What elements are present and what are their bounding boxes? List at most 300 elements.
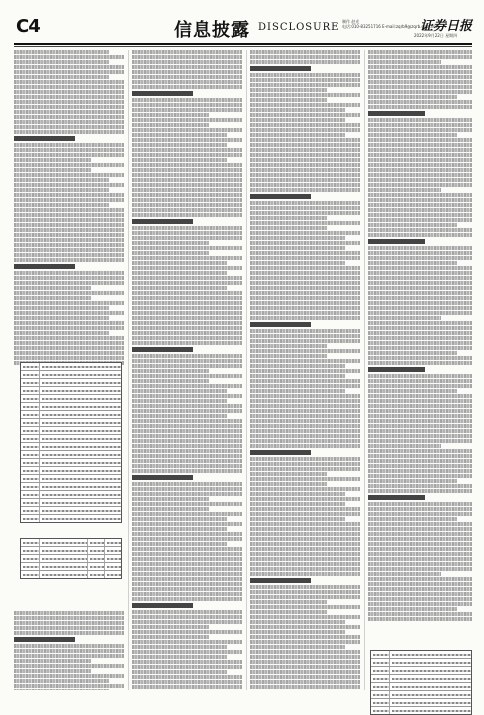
text-line: [14, 100, 124, 104]
text-line: [14, 85, 124, 89]
text-line: [132, 552, 242, 556]
section-heading-line: [368, 495, 425, 500]
text-line: [250, 527, 360, 531]
table-cell: [88, 547, 105, 554]
table-cell: [40, 555, 88, 562]
table-cell: [40, 507, 121, 514]
text-line: [368, 331, 472, 335]
table-cell: [40, 547, 88, 554]
text-line: [132, 231, 242, 235]
text-line: [368, 527, 472, 531]
table-row: [21, 483, 121, 491]
table-cell: [40, 483, 121, 490]
text-line: [250, 685, 360, 689]
newspaper-logo: 证券日报: [420, 19, 473, 34]
table-row: [21, 555, 121, 563]
text-line: [14, 110, 124, 114]
text-line: [14, 258, 124, 262]
section-heading-line: [132, 603, 193, 608]
text-column-2: [132, 50, 242, 690]
table-cell: [40, 403, 121, 410]
text-line: [14, 306, 109, 310]
section-heading-line: [14, 136, 75, 141]
table-cell: [21, 459, 40, 466]
text-line: [250, 246, 345, 250]
text-line: [14, 326, 124, 330]
text-line: [14, 276, 124, 280]
text-line: [368, 306, 472, 310]
text-line: [132, 286, 227, 290]
text-line: [250, 595, 360, 599]
masthead-rule-thin: [14, 46, 472, 47]
table-cell: [371, 707, 390, 714]
text-line: [132, 296, 242, 300]
text-line: [14, 158, 91, 162]
table-cell: [40, 451, 121, 458]
text-line: [250, 108, 345, 112]
table-cell: [390, 651, 471, 658]
table-cell: [21, 563, 40, 570]
text-line: [368, 424, 472, 428]
text-line: [132, 65, 242, 69]
table-cell: [371, 651, 390, 658]
text-line: [132, 55, 242, 59]
text-line: [14, 356, 124, 360]
text-line: [368, 50, 472, 54]
text-line: [368, 617, 472, 621]
text-line: [14, 311, 124, 315]
text-line: [132, 482, 242, 486]
text-line: [132, 439, 242, 443]
text-line: [14, 341, 124, 345]
text-line: [250, 590, 360, 594]
text-line: [132, 464, 242, 468]
text-line: [132, 492, 242, 496]
table-cell: [40, 371, 121, 378]
text-line: [368, 612, 472, 616]
text-line: [368, 414, 472, 418]
text-line: [250, 394, 360, 398]
text-line: [132, 444, 242, 448]
text-line: [132, 261, 227, 265]
text-line: [14, 346, 124, 350]
section-heading-line: [132, 219, 193, 224]
text-line: [14, 173, 124, 177]
text-line: [250, 296, 360, 300]
text-line: [14, 679, 109, 683]
text-line: [250, 206, 360, 210]
table-cell: [21, 435, 40, 442]
text-line: [250, 60, 360, 64]
table-cell: [40, 419, 121, 426]
table-cell: [40, 387, 121, 394]
text-line: [368, 474, 472, 478]
text-line: [368, 276, 472, 280]
text-line: [14, 60, 109, 64]
table-row: [21, 467, 121, 475]
text-line: [250, 316, 360, 320]
text-line: [250, 542, 360, 546]
text-line: [14, 178, 109, 182]
text-line: [368, 183, 472, 187]
column-divider: [246, 50, 247, 690]
text-line: [14, 291, 124, 295]
text-line: [132, 429, 242, 433]
text-line: [132, 497, 209, 501]
text-line: [14, 208, 124, 212]
text-line: [368, 291, 472, 295]
table-row: [21, 475, 121, 483]
table-cell: [88, 563, 105, 570]
text-line: [14, 168, 91, 172]
text-line: [14, 644, 124, 648]
table-row: [21, 395, 121, 403]
text-line: [368, 133, 457, 137]
text-line: [132, 108, 242, 112]
text-line: [368, 80, 472, 84]
text-line: [250, 183, 360, 187]
table-cell: [40, 427, 121, 434]
text-line: [368, 552, 472, 556]
table-row: [21, 379, 121, 387]
text-line: [368, 286, 472, 290]
masthead-rule: [14, 43, 472, 45]
text-line: [250, 201, 360, 205]
text-line: [250, 256, 360, 260]
table-row: [371, 683, 471, 691]
text-line: [250, 211, 360, 215]
text-line: [250, 163, 360, 167]
text-line: [132, 655, 227, 659]
text-line: [250, 276, 360, 280]
text-line: [250, 497, 360, 501]
text-line: [250, 650, 360, 654]
section-heading-line: [250, 194, 311, 199]
text-line: [132, 271, 227, 275]
text-line: [132, 507, 209, 511]
text-line: [132, 276, 242, 280]
text-line: [368, 168, 472, 172]
text-line: [368, 351, 457, 355]
text-line: [14, 238, 124, 242]
text-line: [250, 291, 360, 295]
text-line: [250, 50, 360, 54]
text-line: [250, 472, 327, 476]
table-row: [371, 651, 471, 659]
text-line: [368, 484, 472, 488]
text-line: [132, 369, 209, 373]
text-line: [132, 341, 242, 345]
masthead: [14, 14, 472, 44]
table-cell: [21, 475, 40, 482]
text-line: [250, 78, 360, 82]
text-line: [132, 374, 242, 378]
text-line: [132, 173, 242, 177]
text-line: [250, 665, 360, 669]
section-heading-line: [250, 450, 311, 455]
section-heading-line: [132, 347, 193, 352]
table-cell: [21, 571, 40, 578]
text-line: [250, 221, 360, 225]
table-cell: [21, 411, 40, 418]
text-line: [368, 439, 472, 443]
text-line: [132, 685, 242, 689]
text-line: [250, 414, 360, 418]
text-line: [14, 331, 109, 335]
section-heading-line: [132, 475, 193, 480]
text-line: [132, 256, 242, 260]
text-line: [250, 306, 360, 310]
text-line: [368, 233, 472, 237]
text-line: [132, 592, 242, 596]
text-line: [368, 587, 472, 591]
text-line: [132, 168, 242, 172]
text-line: [250, 389, 345, 393]
text-line: [250, 645, 345, 649]
text-line: [250, 168, 360, 172]
table-row: [21, 547, 121, 555]
text-line: [368, 193, 472, 197]
text-line: [132, 680, 242, 684]
text-line: [250, 630, 345, 634]
text-line: [250, 286, 360, 290]
text-line: [250, 429, 360, 433]
table-row: [21, 403, 121, 411]
text-line: [368, 394, 472, 398]
text-line: [14, 75, 109, 79]
text-line: [132, 650, 242, 654]
issue-date: 2022年9月22日 星期四: [414, 33, 458, 38]
text-line: [368, 577, 472, 581]
text-line: [368, 522, 472, 526]
text-line: [368, 326, 472, 330]
text-line: [250, 148, 360, 152]
text-line: [250, 532, 360, 536]
text-line: [368, 562, 472, 566]
text-line: [250, 512, 360, 516]
text-line: [250, 670, 360, 674]
section-title-english: DISCLOSURE: [258, 22, 340, 33]
text-line: [250, 334, 360, 338]
text-line: [368, 223, 457, 227]
text-line: [132, 321, 242, 325]
table-cell: [40, 539, 88, 546]
text-line: [132, 188, 242, 192]
text-line: [368, 148, 472, 152]
table-row: [21, 539, 121, 547]
text-line: [14, 203, 109, 207]
text-line: [14, 611, 124, 615]
table-cell: [40, 475, 121, 482]
text-line: [14, 286, 91, 290]
text-line: [368, 251, 472, 255]
newspaper-page: [14, 14, 472, 690]
text-line: [132, 414, 227, 418]
table-row: [21, 459, 121, 467]
table-row: [21, 411, 121, 419]
text-line: [250, 409, 360, 413]
text-line: [132, 203, 242, 207]
table-cell: [21, 499, 40, 506]
text-line: [250, 354, 327, 358]
text-line: [250, 660, 360, 664]
text-line: [368, 384, 472, 388]
text-line: [250, 364, 345, 368]
text-line: [250, 138, 360, 142]
text-line: [132, 665, 242, 669]
section-heading-line: [368, 239, 425, 244]
text-line: [132, 532, 242, 536]
table-row: [21, 571, 121, 578]
text-line: [368, 311, 472, 315]
text-line: [14, 296, 91, 300]
text-line: [14, 163, 124, 167]
text-line: [132, 522, 242, 526]
text-line: [14, 654, 124, 658]
text-line: [250, 271, 360, 275]
text-line: [132, 213, 242, 217]
text-line: [14, 689, 109, 690]
text-line: [250, 178, 360, 182]
text-line: [368, 95, 457, 99]
text-line: [132, 399, 227, 403]
table-cell: [390, 699, 471, 706]
text-line: [250, 444, 360, 448]
text-line: [14, 674, 124, 678]
text-line: [250, 173, 360, 177]
text-line: [250, 83, 360, 87]
text-line: [250, 344, 327, 348]
text-line: [368, 123, 472, 127]
text-line: [368, 296, 472, 300]
table-cell: [21, 467, 40, 474]
text-line: [132, 208, 242, 212]
text-line: [250, 605, 360, 609]
table-cell: [21, 427, 40, 434]
page-number: C4: [16, 16, 40, 37]
text-line: [250, 339, 360, 343]
text-line: [132, 537, 242, 541]
editor-line: 制作 赵光: [342, 19, 360, 24]
table-cell: [21, 419, 40, 426]
table-cell: [105, 571, 121, 578]
text-line: [132, 158, 227, 162]
text-line: [368, 429, 472, 433]
text-line: [132, 582, 242, 586]
text-line: [368, 55, 472, 59]
text-line: [14, 120, 124, 124]
text-line: [250, 434, 360, 438]
text-line: [250, 522, 360, 526]
text-line: [14, 193, 124, 197]
table-row: [21, 491, 121, 499]
contact-line: 电话:010-83251716 E-mail:zqrb9@zqrb.sina.net: [342, 24, 438, 29]
table-cell: [371, 659, 390, 666]
text-line: [14, 70, 124, 74]
table-row: [21, 563, 121, 571]
text-line: [368, 218, 472, 222]
table-cell: [390, 659, 471, 666]
text-line: [368, 138, 472, 142]
table-row: [21, 387, 121, 395]
table-cell: [390, 667, 471, 674]
text-line: [250, 311, 360, 315]
text-line: [132, 123, 209, 127]
section-heading-line: [368, 367, 425, 372]
text-line: [368, 597, 472, 601]
text-line: [132, 512, 242, 516]
text-line: [132, 75, 242, 79]
text-line: [132, 241, 209, 245]
table-row: [21, 507, 121, 515]
text-line: [14, 351, 124, 355]
text-line: [368, 374, 472, 378]
text-line: [14, 271, 124, 275]
column-divider: [128, 50, 129, 690]
table-cell: [21, 363, 40, 370]
text-line: [132, 567, 242, 571]
text-line: [368, 261, 457, 265]
text-line: [250, 384, 360, 388]
table-cell: [40, 435, 121, 442]
article-columns: [14, 50, 472, 690]
text-line: [14, 669, 91, 673]
text-line: [132, 251, 209, 255]
text-line: [368, 449, 472, 453]
text-line: [250, 600, 327, 604]
text-line: [250, 359, 360, 363]
text-line: [14, 130, 124, 134]
text-line: [368, 100, 472, 104]
text-line: [132, 364, 242, 368]
table-cell: [371, 691, 390, 698]
text-line: [250, 103, 360, 107]
table-cell: [40, 491, 121, 498]
text-line: [132, 434, 242, 438]
text-line: [250, 369, 360, 373]
text-line: [132, 389, 227, 393]
table-cell: [21, 539, 40, 546]
text-line: [14, 659, 91, 663]
text-line: [250, 374, 345, 378]
text-line: [132, 326, 242, 330]
table-cell: [371, 675, 390, 682]
section-heading-line: [250, 578, 311, 583]
text-line: [250, 625, 360, 629]
table-cell: [21, 379, 40, 386]
table-cell: [105, 555, 121, 562]
text-line: [132, 527, 227, 531]
text-line: [132, 316, 242, 320]
text-line: [14, 248, 124, 252]
table-cell: [21, 403, 40, 410]
text-line: [132, 542, 227, 546]
text-line: [132, 587, 242, 591]
text-line: [132, 306, 242, 310]
text-line: [368, 419, 472, 423]
table-cell: [88, 571, 105, 578]
text-line: [368, 434, 472, 438]
text-line: [368, 336, 472, 340]
text-line: [132, 311, 242, 315]
text-line: [250, 379, 360, 383]
disclosure-table-1: [20, 362, 122, 523]
text-line: [132, 60, 242, 64]
text-line: [132, 419, 242, 423]
table-row: [21, 499, 121, 507]
table-cell: [21, 515, 40, 522]
text-line: [132, 133, 227, 137]
